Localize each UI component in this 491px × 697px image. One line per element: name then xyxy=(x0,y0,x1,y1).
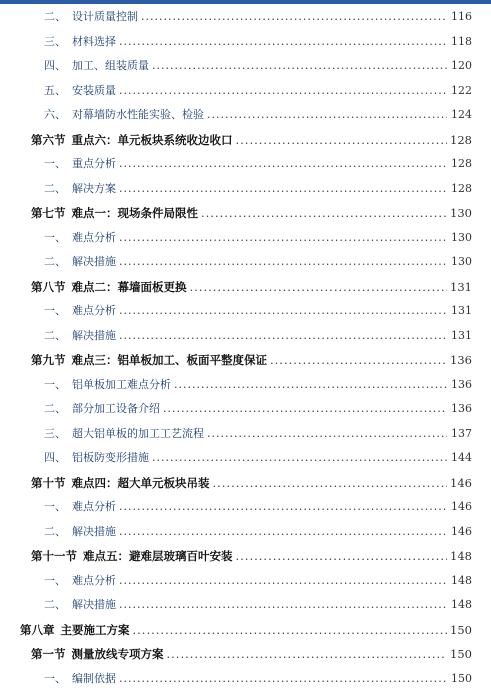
toc-entry-number: 一、 xyxy=(44,671,66,685)
toc-entry[interactable] xyxy=(44,670,472,688)
toc-entry[interactable] xyxy=(44,523,472,541)
toc-entry-page-number: 148 xyxy=(450,549,472,563)
toc-dot-leader xyxy=(152,57,447,75)
toc-entry-page-number: 122 xyxy=(451,83,472,97)
toc-dot-leader xyxy=(207,425,447,443)
toc-entry[interactable] xyxy=(44,327,472,345)
toc-entry-title: 难点分析 xyxy=(72,304,116,317)
toc-dot-leader xyxy=(152,449,447,467)
toc-entry[interactable] xyxy=(44,8,472,26)
toc-entry[interactable] xyxy=(44,572,472,590)
toc-entry-title: 部分加工设备介绍 xyxy=(72,402,160,415)
toc-entry-number: 二、 xyxy=(44,181,66,195)
toc-entry-title: 加工、组装质量 xyxy=(72,59,149,72)
toc-entry[interactable] xyxy=(44,425,472,443)
toc-entry-title: 解决措施 xyxy=(72,524,116,538)
toc-entry[interactable] xyxy=(44,302,472,320)
toc-entry-number: 二、 xyxy=(44,402,66,415)
toc-entry-title: 解决措施 xyxy=(72,598,116,611)
toc-entry-number: 六、 xyxy=(44,108,66,121)
toc-dot-leader xyxy=(213,474,448,492)
toc-entry-number: 一、 xyxy=(44,157,66,170)
toc-dot-leader xyxy=(119,33,447,51)
toc-dot-leader xyxy=(167,645,448,663)
toc-entry-title: 对幕墙防水性能实验、检验 xyxy=(72,108,204,121)
toc-entry-title: 难点二：幕墙面板更换 xyxy=(71,279,187,294)
toc-entry-page-number: 131 xyxy=(451,328,472,342)
toc-dot-leader xyxy=(119,523,447,541)
toc-entry-title: 重点六：单元板块系统收边收口 xyxy=(71,132,233,147)
toc-entry-number: 第十节 xyxy=(31,475,66,490)
toc-entry-title: 难点四：超大单元板块吊装 xyxy=(71,475,210,490)
toc-entry-page-number: 150 xyxy=(451,671,472,685)
toc-entry-number: 第七节 xyxy=(31,206,66,220)
toc-entry-number: 一、 xyxy=(44,500,66,513)
toc-entry-title: 铝单板加工难点分析 xyxy=(72,377,171,391)
toc-entry-title: 重点分析 xyxy=(72,157,116,170)
toc-entry-page-number: 118 xyxy=(451,34,472,48)
toc-dot-leader xyxy=(207,106,447,124)
toc-dot-leader xyxy=(119,302,447,320)
toc-entry[interactable] xyxy=(31,131,472,149)
toc-entry[interactable] xyxy=(44,376,472,394)
toc-dot-leader xyxy=(119,155,447,173)
toc-entry-title: 难点分析 xyxy=(72,500,116,513)
toc-dot-leader xyxy=(119,596,447,614)
toc-dot-leader xyxy=(119,327,447,345)
toc-entry-page-number: 124 xyxy=(451,108,472,121)
toc-entry-title: 解决措施 xyxy=(72,255,116,268)
toc-dot-leader xyxy=(201,204,447,222)
toc-entry-title: 设计质量控制 xyxy=(72,10,138,23)
toc-entry-title: 编制依据 xyxy=(72,671,116,685)
toc-entry-page-number: 136 xyxy=(451,377,472,391)
toc-entry-title: 铝板防变形措施 xyxy=(72,451,149,464)
toc-dot-leader xyxy=(190,278,448,296)
toc-entry-number: 第八节 xyxy=(31,279,66,294)
toc-entry-page-number: 148 xyxy=(451,598,472,611)
toc-entry-title: 解决措施 xyxy=(72,328,116,342)
toc-entry-title: 难点三：铝单板加工、板面平整度保证 xyxy=(71,353,267,367)
toc-entry-page-number: 150 xyxy=(450,622,472,637)
toc-entry-page-number: 130 xyxy=(451,230,472,244)
toc-entry-number: 二、 xyxy=(44,328,66,342)
toc-entry-title: 难点五：避难层玻璃百叶安装 xyxy=(83,549,233,563)
toc-entry[interactable] xyxy=(20,621,472,639)
toc-entry-title: 难点分析 xyxy=(72,230,116,244)
toc-dot-leader xyxy=(163,400,447,418)
toc-dot-leader xyxy=(141,8,447,26)
toc-entry-page-number: 136 xyxy=(450,353,472,367)
toc-entry-number: 二、 xyxy=(44,10,66,23)
toc-dot-leader xyxy=(133,621,448,639)
toc-entry-page-number: 128 xyxy=(451,181,472,195)
toc-entry-title: 材料选择 xyxy=(72,34,116,48)
toc-entry-page-number: 144 xyxy=(451,451,472,464)
toc-entry[interactable] xyxy=(44,596,472,614)
toc-entry-page-number: 116 xyxy=(451,10,472,23)
toc-entry[interactable] xyxy=(44,106,472,124)
toc-dot-leader xyxy=(119,180,447,198)
toc-entry-number: 三、 xyxy=(44,34,66,48)
toc-entry-page-number: 136 xyxy=(451,402,472,415)
top-accent-bar xyxy=(0,0,491,4)
toc-entry-page-number: 137 xyxy=(451,426,472,440)
toc-entry-page-number: 148 xyxy=(451,573,472,587)
toc-entry-page-number: 130 xyxy=(450,206,472,220)
toc-entry[interactable] xyxy=(31,204,472,222)
toc-entry[interactable] xyxy=(31,351,472,369)
toc-entry-number: 一、 xyxy=(44,230,66,244)
toc-entry-number: 第一节 xyxy=(31,647,66,661)
toc-entry-page-number: 131 xyxy=(451,304,472,317)
toc-dot-leader xyxy=(270,351,447,369)
toc-entry-title: 难点一：现场条件局限性 xyxy=(71,206,198,220)
toc-entry-number: 二、 xyxy=(44,598,66,611)
toc-entry[interactable] xyxy=(44,180,472,198)
toc-entry-number: 四、 xyxy=(44,59,66,72)
toc-entry-page-number: 120 xyxy=(451,59,472,72)
toc-entry[interactable] xyxy=(31,278,472,296)
toc-entry-number: 二、 xyxy=(44,524,66,538)
toc-entry-title: 难点分析 xyxy=(72,573,116,587)
toc-entry-title: 主要施工方案 xyxy=(60,622,130,637)
toc-entry-page-number: 146 xyxy=(450,475,472,490)
toc-entry[interactable] xyxy=(44,229,472,247)
toc-entry-number: 二、 xyxy=(44,255,66,268)
toc-entry[interactable] xyxy=(44,33,472,51)
toc-dot-leader xyxy=(119,670,447,688)
toc-entry-number: 第六节 xyxy=(31,132,66,147)
toc-entry[interactable] xyxy=(44,155,472,173)
toc-entry[interactable] xyxy=(44,449,472,467)
toc-entry[interactable] xyxy=(44,498,472,516)
toc-entry-number: 第九节 xyxy=(31,353,66,367)
toc-dot-leader xyxy=(236,547,448,565)
toc-entry[interactable] xyxy=(44,82,472,100)
toc-entry-number: 四、 xyxy=(44,451,66,464)
toc-entry-title: 超大铝单板的加工工艺流程 xyxy=(72,426,204,440)
toc-entry-number: 第八章 xyxy=(20,622,55,637)
toc-entry-number: 第十一节 xyxy=(31,549,77,563)
toc-entry[interactable] xyxy=(44,253,472,271)
toc-entry-page-number: 146 xyxy=(451,500,472,513)
toc-entry-number: 一、 xyxy=(44,573,66,587)
toc-entry-page-number: 150 xyxy=(450,647,472,661)
toc-dot-leader xyxy=(119,229,447,247)
toc-entry-number: 一、 xyxy=(44,377,66,391)
toc-entry-title: 解决方案 xyxy=(72,181,116,195)
toc-dot-leader xyxy=(119,572,447,590)
toc-entry-title: 安装质量 xyxy=(72,83,116,97)
toc-entry-number: 三、 xyxy=(44,426,66,440)
toc-entry[interactable] xyxy=(44,400,472,418)
toc-entry-number: 五、 xyxy=(44,83,66,97)
toc-dot-leader xyxy=(119,82,447,100)
toc-entry[interactable] xyxy=(31,645,472,663)
toc-entry-number: 一、 xyxy=(44,304,66,317)
toc-entry-page-number: 128 xyxy=(451,157,472,170)
toc-entry-page-number: 146 xyxy=(451,524,472,538)
toc-entry-page-number: 130 xyxy=(451,255,472,268)
toc-entry-page-number: 128 xyxy=(450,132,472,147)
toc-entry[interactable] xyxy=(44,57,472,75)
toc-entry-title: 测量放线专项方案 xyxy=(71,647,164,661)
toc-dot-leader xyxy=(174,376,447,394)
toc-dot-leader xyxy=(236,131,448,149)
toc-entry[interactable] xyxy=(31,547,472,565)
toc-dot-leader xyxy=(119,253,447,271)
toc-entry[interactable] xyxy=(31,474,472,492)
toc-entry-page-number: 131 xyxy=(450,279,472,294)
toc-dot-leader xyxy=(119,498,447,516)
